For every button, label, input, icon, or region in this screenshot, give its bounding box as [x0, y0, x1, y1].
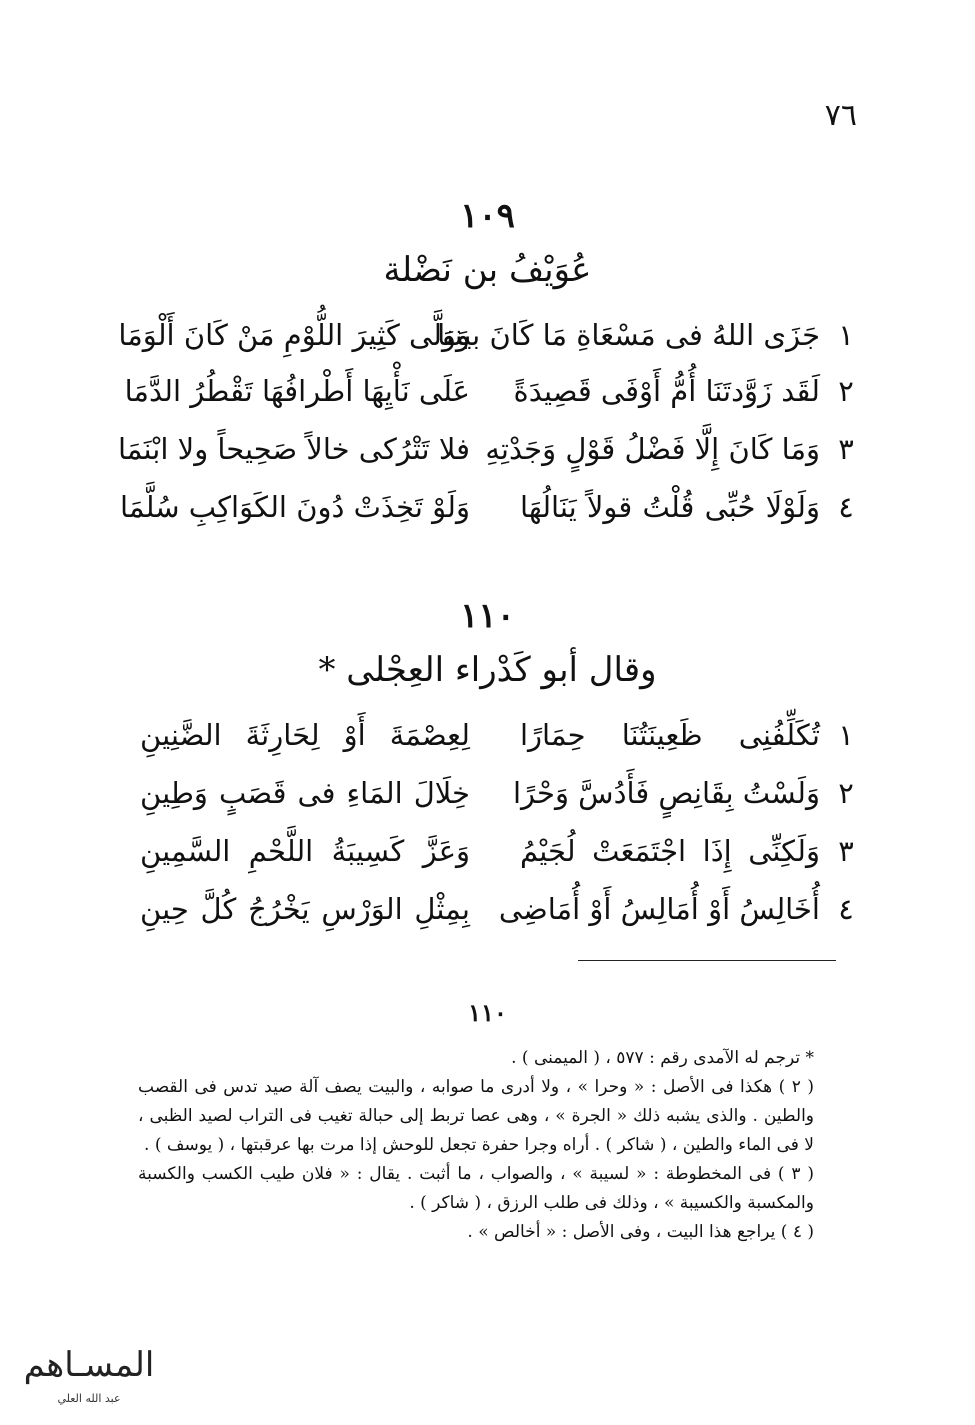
verse-second-hemistich: خِلَالَ المَاءِ فى قَصَبٍ وَطِينِ — [140, 776, 470, 810]
verse-line — [118, 318, 860, 362]
footnote: ( ٣ ) فى المخطوطة : « لسيبة » ، والصواب ، ما أثبت . يقال : « فلان طيب الكسب والكسبة والمكسبة والكسيبة » ، وذلك فى طلب الرزق ، ( شاكر ) . — [138, 1164, 814, 1213]
verse-number: ١ — [838, 318, 854, 352]
publisher-logo — [14, 1330, 164, 1410]
verse-line — [124, 374, 860, 418]
verse-second-hemistich: وَعَزَّ كَسِيبَةُ اللَّحْمِ السَّمِينِ — [140, 834, 470, 868]
logo-subtext: عبد الله العلي — [57, 1392, 121, 1405]
verse-number: ٤ — [838, 892, 854, 926]
verse-line — [140, 776, 860, 820]
verse-second-hemistich: فلا تَتْرُكى خالاً صَحِيحاً ولا ابْنَمَا — [117, 432, 470, 466]
verse-second-hemistich: وَوَلَّى كَثِيرَ اللُّوْمِ مَنْ كَانَ أَلْوَمَا — [118, 318, 470, 352]
verse-line — [140, 718, 860, 762]
verse-first-hemistich: لَقَد زَوَّدتَنَا أُمُّ أَوْفَى قَصِيدَةً — [513, 374, 820, 408]
verse-first-hemistich: وَلَوْلَا حُبِّى قُلْتُ قولاً يَنَالُهَا — [520, 490, 820, 524]
verse-second-hemistich: لِعِصْمَةَ أَوْ لِحَارِثَةَ الضَّنِينِ — [140, 718, 470, 752]
verse-line — [140, 892, 860, 936]
footnote: ( ٢ ) هكذا فى الأصل : « وحرا » ، ولا أدرى ما صوابه ، والبيت يصف آلة صيد تدس فى القصب والطين . والذى يشبه ذلك « الجرة » ، وهى عصا تربط إلى حبالة تغيب فى التراب لصيد الظبى ، لا فى الماء والطين ، ( شاكر ) . أراه وجرا حفرة تجعل للوحش إذا مرت بها عرقبتها ، ( يوسف ) . — [138, 1077, 814, 1155]
page-number: ٧٦ — [824, 98, 857, 133]
verse-first-hemistich: وَلَكِنِّى إِذَا اجْتَمَعَتْ لُجَيْمُ — [520, 834, 820, 868]
verse-number: ٣ — [838, 432, 854, 466]
footnote: * ترجم له الآمدى رقم : ٥٧٧ ، ( الميمنى ) . — [511, 1048, 814, 1068]
verse-number: ١ — [838, 718, 854, 752]
verse-second-hemistich: عَلَى نَأْيِهَا أَطْرافُهَا تَقْطُرُ الدَّمَا — [124, 374, 470, 408]
poem-number: ١٠٩ — [460, 196, 515, 236]
verse-second-hemistich: بِمِثْلِ الوَرْسِ يَخْرُجُ كُلَّ حِينِ — [140, 892, 470, 926]
verse-number: ٢ — [838, 776, 854, 810]
verse-first-hemistich: جَزَى اللهُ فى مَسْعَاةِ مَا كَانَ بيننا — [437, 318, 820, 352]
verse-number: ٤ — [838, 490, 854, 524]
logo-text: المسـاهم — [23, 1345, 155, 1385]
verse-first-hemistich: وَمَا كَانَ إِلَّا فَضْلُ قَوْلٍ وَجَدْتِهِ — [485, 432, 820, 466]
verse-line — [117, 432, 860, 476]
verse-number: ٣ — [838, 834, 854, 868]
verse-second-hemistich: وَلَوْ تَخِذَتْ دُونَ الكَوَاكِبِ سُلَّمَا — [120, 490, 470, 524]
verse-first-hemistich: تُكَلِّفُنِى ظَعِينَتُنَا حِمَارًا — [520, 718, 820, 752]
poem-number: ١١٠ — [460, 596, 515, 636]
verse-first-hemistich: وَلَسْتُ بِقَانِصٍ فَأَدُسَّ وَحْرًا — [512, 776, 820, 810]
footnote: ( ٤ ) يراجع هذا البيت ، وفى الأصل : « أخالص » . — [467, 1222, 814, 1242]
footnote-section-number: ١١٠ — [468, 998, 507, 1027]
poem-title: عُوَيْفُ بن نَضْلة — [383, 250, 592, 290]
poem-title: وقال أبو كَدْراء العِجْلى * — [318, 650, 657, 690]
verse-line — [140, 834, 860, 878]
verse-number: ٢ — [838, 374, 854, 408]
footnote-divider — [578, 960, 836, 961]
verse-first-hemistich: أُخَالِسُ أَوْ أُمَالِسُ أَوْ أُمَاضِى — [498, 892, 820, 926]
verse-line — [120, 490, 860, 534]
footnotes — [138, 1044, 838, 1247]
